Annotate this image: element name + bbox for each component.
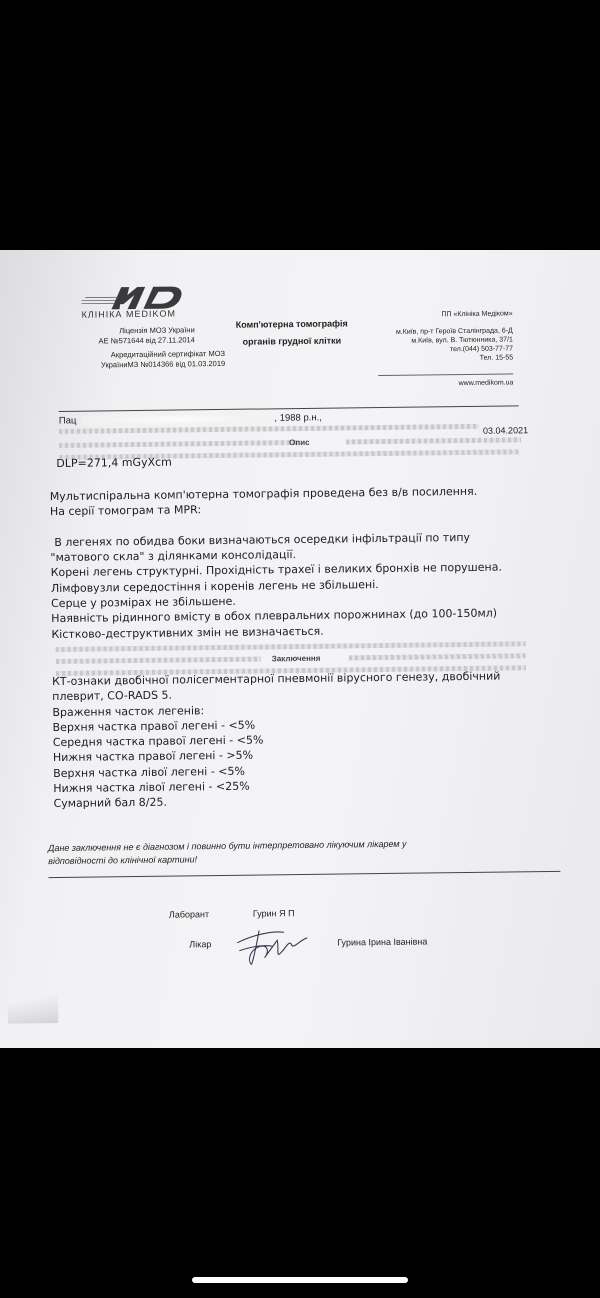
conclusion-line: Сумарний бал 8/25. [53, 796, 168, 811]
section-title-description: Опис [289, 437, 310, 448]
title-line: органів грудної клітки [242, 335, 342, 347]
dlp-value: DLP=271,4 mGyXcm [56, 455, 172, 470]
band-divider [59, 440, 299, 448]
description-line: В легенях по обидва боки визначаються осередки інфільтрації по типу [54, 530, 471, 549]
accreditation-line: Акредитаційний сертифікат МОЗ [110, 348, 226, 360]
band-divider [56, 641, 526, 652]
description-line: "матового скла" з ділянками консолідації. [50, 548, 297, 565]
conclusion-line: плеврит, CO-RADS 5. [52, 688, 173, 704]
patient-birth: , 1988 р.н., [274, 412, 322, 424]
lab-name: Гурин Я П [252, 908, 295, 919]
clinic-phone-short: Тел. 15-55 [479, 354, 514, 362]
section-title-conclusion: Заключення [271, 653, 321, 664]
clinic-name: ПП «Клініка Медіком» [441, 310, 513, 319]
accreditation-line: УкраїниМЗ №014366 від 01.03.2019 [100, 358, 226, 370]
doctor-name: Гурина Ірина Іванівна [337, 936, 428, 948]
conclusion-line: Середня частка правої легені - <5% [52, 733, 264, 750]
description-line: На серії томограм та MPR: [49, 503, 202, 519]
conclusion-line: Верхня частка лівої легені - <5% [53, 764, 245, 780]
disclaimer-line: відповідності до клінічної картини! [48, 854, 198, 867]
description-line: Мультиспіральна комп'ютерна томографія проведена без в/в посилення. [49, 484, 478, 504]
description-line: Корені легень структурні. Прохідність трахеї і великих бронхів не порушена. [50, 561, 502, 580]
home-indicator[interactable] [192, 1277, 408, 1283]
band-divider [56, 657, 261, 665]
clinic-phone: тел.(044) 503-77-77 [449, 345, 514, 354]
paper-fold-shadow [8, 983, 58, 1024]
patient-prefix: Пац [58, 415, 77, 427]
conclusion-line: КТ-ознаки двобічної полісегментарної пневмонії вірусного генезу, двобічний [51, 669, 501, 689]
conclusion-line: Верхня частка правої легені - <5% [52, 718, 256, 734]
clinic-contacts [378, 309, 514, 389]
document-title [222, 315, 362, 351]
clinic-address-line: м.Київ, вул. В. Тютюнника, 37/1 [411, 336, 513, 345]
conclusion-line: Враження часток легенів: [52, 703, 205, 719]
conclusion-line: Нижня частка правої легені - >5% [52, 749, 254, 765]
description-block [50, 484, 503, 642]
description-line: Наявність рідинного вмісту в обох плевральних порожнинах (до 100-150мл) [51, 606, 498, 626]
band-divider [346, 437, 521, 444]
footer-divider [48, 871, 560, 878]
document-content [0, 250, 600, 1048]
disclaimer-line: Дане заключення не є діагнозом і повинно бути інтерпретовано лікуючим лікарем у [48, 838, 407, 854]
description-line: Кістково-деструктивних змін не визначається. [51, 624, 324, 641]
lab-label: Лаборант [168, 909, 210, 920]
clinic-logo [81, 284, 191, 319]
description-line: Серце у розмірах не збільшене. [51, 594, 236, 611]
doctor-label: Лікар [189, 939, 212, 950]
description-line: Лімфовузли середостіння і коренів легень не збільшені. [50, 577, 379, 595]
conclusion-block [52, 669, 502, 812]
accreditation-info [40, 349, 225, 371]
logo-brand-text: КЛІНІКА MEDIKOM [81, 308, 177, 320]
conclusion-line: Нижня частка лівої легені - <25% [53, 779, 250, 796]
disclaimer-note [48, 838, 407, 868]
redacted-name [80, 412, 270, 426]
license-info [60, 325, 195, 347]
doctor-signature [229, 920, 330, 971]
license-line: Ліцензія МОЗ України [119, 325, 195, 336]
title-line: Комп'ютерна томографія [235, 318, 348, 330]
clinic-website: www.medikom.ua [378, 373, 513, 389]
exam-date: 03.04.2021 [482, 425, 529, 436]
license-line: АЕ №571644 від 27.11.2014 [98, 335, 195, 346]
clinic-address-line: м.Київ, пр-т Героїв Сталінграда, 6-Д [395, 327, 513, 336]
band-divider [349, 653, 526, 660]
document-page [0, 250, 600, 1048]
